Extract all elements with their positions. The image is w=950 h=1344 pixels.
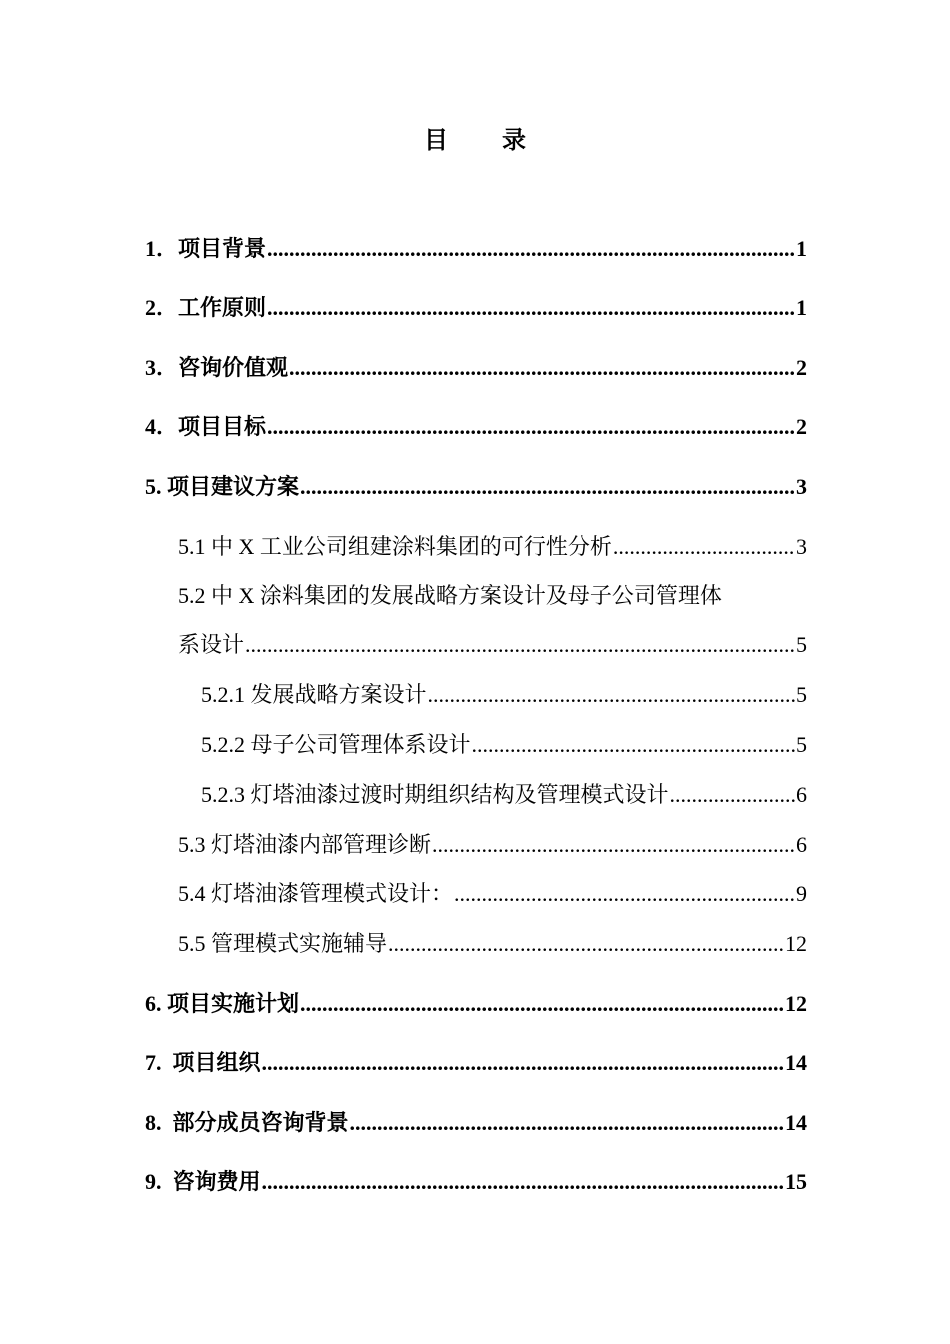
toc-page-number: 1 (796, 295, 807, 320)
toc-leader-dots (267, 295, 795, 321)
toc-entry-label: 3．咨询价值观 (145, 355, 289, 380)
toc-leader-dots (267, 414, 795, 440)
toc-page-number: 14 (785, 1110, 807, 1135)
toc-entry-9[interactable] (145, 1165, 807, 1196)
toc-page-number: 5 (796, 732, 807, 757)
toc-entry-5-3[interactable] (178, 828, 807, 859)
toc-entry-label: 7. 项目组织 (145, 1050, 261, 1075)
toc-entry-label: 5.1 中 X 工业公司组建涂料集团的可行性分析 (178, 534, 612, 559)
toc-entry-label: 5.2.3 灯塔油漆过渡时期组织结构及管理模式设计 (201, 782, 669, 807)
toc-entry-5-5[interactable] (178, 927, 807, 958)
toc-entry-6[interactable] (145, 987, 807, 1018)
toc-leader-dots (428, 682, 795, 708)
toc-entry-5-2-2[interactable] (201, 728, 807, 759)
toc-leader-dots (432, 832, 795, 858)
toc-entry-5[interactable] (145, 470, 807, 501)
toc-entry-label: 1．项目背景 (145, 236, 267, 261)
toc-leader-dots (350, 1110, 784, 1136)
toc-page-number: 5 (796, 682, 807, 707)
toc-entry-5-4[interactable] (178, 877, 807, 908)
toc-entry-2[interactable] (145, 291, 807, 322)
toc-entry-4[interactable] (145, 410, 807, 441)
toc-entry-label: 5.2.1 发展战略方案设计 (201, 682, 427, 707)
toc-entry-5-1[interactable] (178, 530, 807, 561)
toc-leader-dots (289, 355, 795, 381)
toc-page-number: 1 (796, 236, 807, 261)
toc-leader-dots (472, 732, 795, 758)
toc-leader-dots (613, 534, 795, 560)
toc-entry-7[interactable] (145, 1046, 807, 1077)
toc-leader-dots (267, 236, 795, 262)
toc-leader-dots (262, 1050, 784, 1076)
toc-entry-label: 5.4 灯塔油漆管理模式设计： (178, 881, 454, 906)
toc-page-number: 12 (785, 991, 807, 1016)
toc-entry-label: 系设计 (178, 632, 245, 657)
toc-entry-label: 5.5 管理模式实施辅导 (178, 931, 388, 956)
toc-entry-label: 5.3 灯塔油漆内部管理诊断 (178, 832, 432, 857)
toc-page-number: 6 (796, 782, 807, 807)
toc-entry-label: 6. 项目实施计划 (145, 991, 300, 1016)
toc-page-number: 3 (796, 534, 807, 559)
toc-page-number: 2 (796, 414, 807, 439)
toc-entry-1[interactable] (145, 232, 807, 263)
toc-page-number: 14 (785, 1050, 807, 1075)
toc-leader-dots (300, 474, 795, 500)
toc-page-number: 9 (796, 881, 807, 906)
toc-entry-5-2[interactable] (178, 628, 807, 659)
toc-page-number: 2 (796, 355, 807, 380)
toc-page-number: 15 (785, 1169, 807, 1194)
toc-title-part1: 目 (424, 128, 448, 154)
toc-entry-label: 8. 部分成员咨询背景 (145, 1110, 349, 1135)
toc-entry-label: 5. 项目建议方案 (145, 474, 300, 499)
toc-page-number: 5 (796, 632, 807, 657)
toc-leader-dots (300, 991, 784, 1017)
toc-entry-5-2-3[interactable] (201, 778, 807, 809)
toc-entry-label: 5.2.2 母子公司管理体系设计 (201, 732, 471, 757)
toc-leader-dots (670, 782, 795, 808)
toc-page-number: 12 (785, 931, 807, 956)
toc-leader-dots (245, 632, 795, 658)
toc-entry-label: 9. 咨询费用 (145, 1169, 261, 1194)
toc-title (0, 120, 950, 155)
toc-entry-label: 2．工作原则 (145, 295, 267, 320)
toc-entry-8[interactable] (145, 1106, 807, 1137)
toc-leader-dots (454, 881, 795, 907)
toc-leader-dots (262, 1169, 784, 1195)
toc-entry-3[interactable] (145, 351, 807, 382)
toc-entry-5-2-line1[interactable]: 5.2 中 X 涂料集团的发展战略方案设计及母子公司管理体 (178, 583, 722, 608)
toc-leader-dots (388, 931, 784, 957)
toc-page-number: 6 (796, 832, 807, 857)
toc-title-part2: 录 (502, 128, 526, 154)
toc-entry-label: 4．项目目标 (145, 414, 267, 439)
toc-entry-5-2-1[interactable] (201, 678, 807, 709)
toc-page-number: 3 (796, 474, 807, 499)
